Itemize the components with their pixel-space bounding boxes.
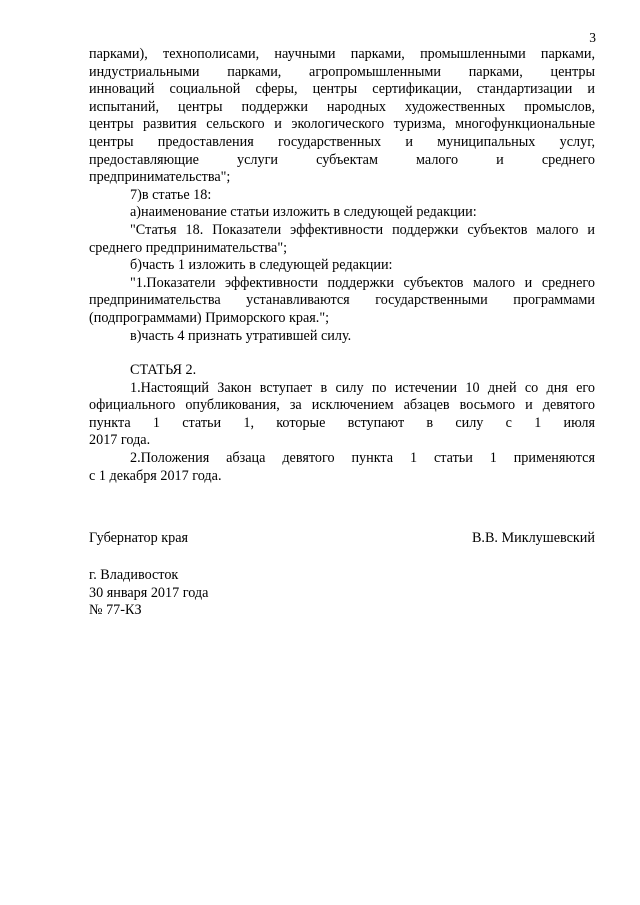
signatory-name: В.В. Миклушевский [471,530,595,546]
text-line: предпринимательства"; [89,169,231,186]
subitem-b-line: б)часть 1 изложить в следующей редакции: [130,257,393,274]
article2-item-1 [89,380,595,450]
text-line: испытаний, центры поддержки народных художественных промыслов, [89,98,595,115]
text-line: официального опубликования, за исключением абзацев восьмого и девятого [89,397,595,414]
text-line: (подпрограммами) Приморского края."; [89,309,330,326]
quoted-part-paragraph [89,275,595,328]
text-line: среднего предпринимательства"; [89,239,288,256]
spacer [89,345,595,362]
text-line: "Статья 18. Показатели эффективности поддержки субъектов малого и [130,221,595,238]
article2-item-2 [89,450,595,485]
document-body [89,46,595,485]
text-line: парками), технополисами, научными парками, промышленными парками, [89,46,595,62]
signatory-title: Губернатор края [89,530,189,546]
page-number: 3 [589,30,596,45]
text-line: центры предоставления государственных и муниципальных услуг, [89,133,595,150]
text-line: инноваций социальной сферы, центры сертификации, стандартизации и [89,81,595,98]
subitem-v-line: в)часть 4 признать утратившей силу. [130,327,352,344]
article-heading: СТАТЬЯ 2. [130,362,197,379]
date: 30 января 2017 года [89,584,209,601]
paragraph-continuation [89,46,595,187]
text-line: центры развития сельского и экологического туризма, многофункциональные [89,116,595,133]
quoted-title-paragraph [89,222,595,257]
subitem-a-line: а)наименование статьи изложить в следующей редакции: [130,204,477,221]
law-number: № 77-КЗ [89,602,142,619]
text-line: 2017 года. [89,432,151,449]
place-date-block [89,567,208,620]
city: г. Владивосток [89,567,179,583]
text-line: с 1 декабря 2017 года. [89,467,222,484]
item-7-line: 7)в статье 18: [130,186,212,203]
text-line: предпринимательства устанавливаются государственными программами [89,292,595,309]
signature-row [89,530,595,548]
text-line: 2.Положения абзаца девятого пункта 1 статьи 1 применяются [130,450,595,467]
text-line: пункта 1 статьи 1, которые вступают в силу с 1 июля [89,414,595,431]
text-line: "1.Показатели эффективности поддержки субъектов малого и среднего [130,274,595,291]
text-line: 1.Настоящий Закон вступает в силу по истечении 10 дней со дня его [130,379,595,396]
text-line: индустриальными парками, агропромышленными парками, центры [89,63,595,80]
text-line: предоставляющие услуги субъектам малого и среднего [89,151,595,168]
